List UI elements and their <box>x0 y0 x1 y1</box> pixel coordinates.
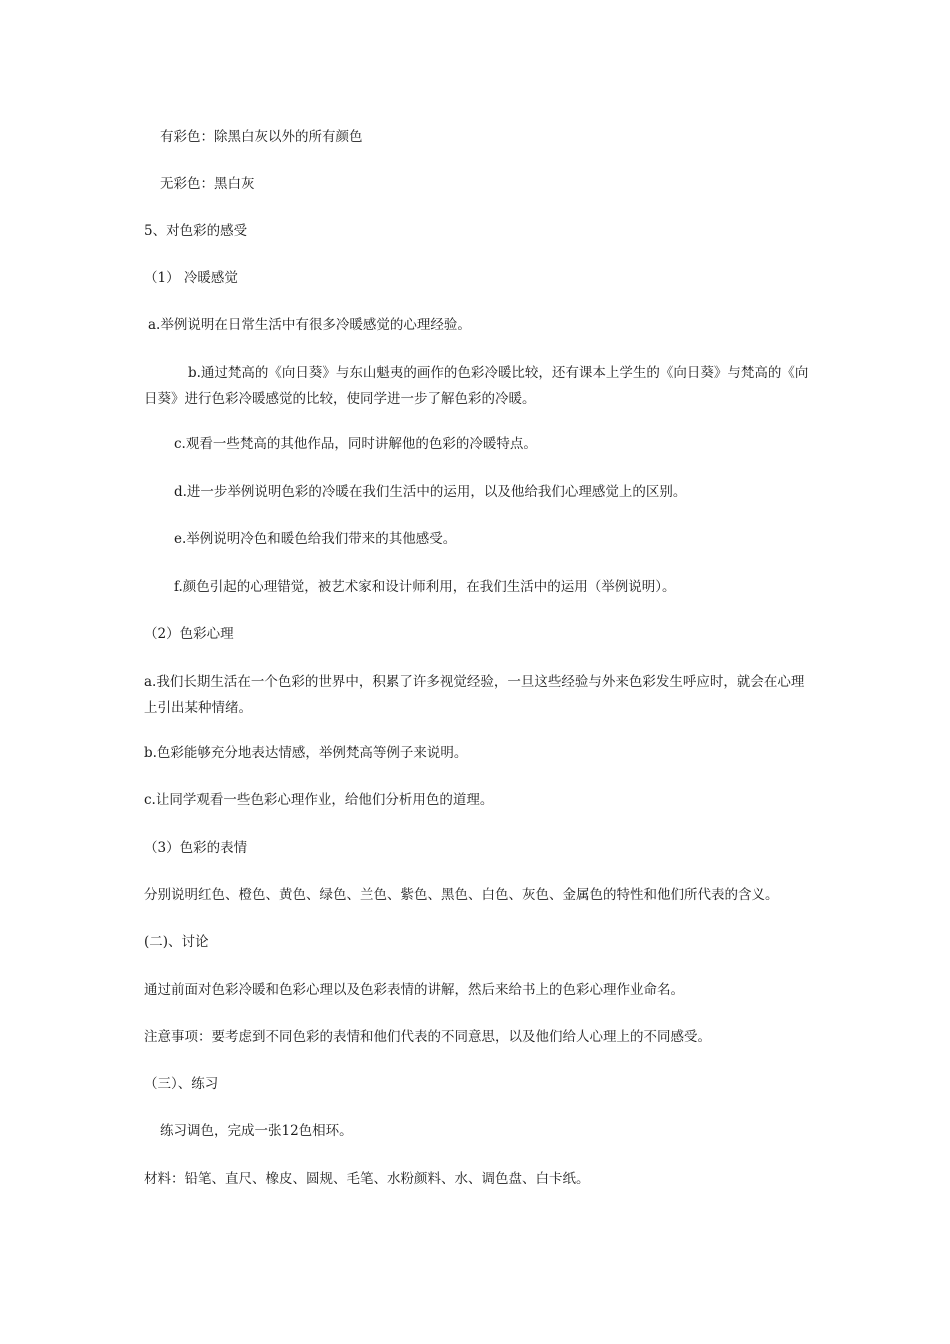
item-e1: e.举例说明冷色和暖色给我们带来的其他感受。 <box>174 531 457 547</box>
section-heading-discussion: (二)、讨论 <box>144 934 209 950</box>
subheading-2: （2）色彩心理 <box>144 626 234 642</box>
item-b2: b.色彩能够充分地表达情感，举例梵高等例子来说明。 <box>144 745 468 761</box>
materials-text: 材料：铅笔、直尺、橡皮、圆规、毛笔、水粉颜料、水、调色盘、白卡纸。 <box>144 1171 590 1187</box>
discussion-text: 通过前面对色彩冷暖和色彩心理以及色彩表情的讲解，然后来给书上的色彩心理作业命名。 <box>144 982 684 998</box>
practice-text: 练习调色，完成一张12色相环。 <box>160 1123 353 1139</box>
section-heading-practice: （三）、练习 <box>144 1076 219 1092</box>
subheading-3: （3）色彩的表情 <box>144 840 248 856</box>
subheading-1: （1） 冷暖感觉 <box>144 270 238 286</box>
item-d1: d.进一步举例说明色彩的冷暖在我们生活中的运用，以及他给我们心理感觉上的区别。 <box>174 484 687 500</box>
text-line-achromatic: 无彩色：黑白灰 <box>160 176 255 192</box>
notes-text: 注意事项：要考虑到不同色彩的表情和他们代表的不同意思，以及他们给人心理上的不同感受。 <box>144 1029 711 1045</box>
item-f1: f.颜色引起的心理错觉，被艺术家和设计师利用，在我们生活中的运用（举例说明）。 <box>174 579 676 595</box>
item-c2: c.让同学观看一些色彩心理作业，给他们分析用色的道理。 <box>144 792 494 808</box>
item-c1: c.观看一些梵高的其他作品，同时讲解他的色彩的冷暖特点。 <box>174 436 537 452</box>
section-heading-5: 5、对色彩的感受 <box>144 223 248 239</box>
color-expression-text: 分别说明红色、橙色、黄色、绿色、兰色、紫色、黑色、白色、灰色、金属色的特性和他们所代表的含义。 <box>144 887 779 903</box>
item-a2: a.我们长期生活在一个色彩的世界中，积累了许多视觉经验，一旦这些经验与外来色彩发生呼应时，就会在心理上引出某种情绪。 <box>144 674 805 716</box>
item-a1: a.举例说明在日常生活中有很多冷暖感觉的心理经验。 <box>148 317 471 333</box>
text-line-chromatic: 有彩色：除黑白灰以外的所有颜色 <box>160 129 363 145</box>
item-b1: b.通过梵高的《向日葵》与东山魁夷的画作的色彩冷暖比较，还有课本上学生的《向日葵》与梵高的《向日葵》进行色彩冷暖感觉的比较，使同学进一步了解色彩的冷暖。 <box>144 365 809 407</box>
